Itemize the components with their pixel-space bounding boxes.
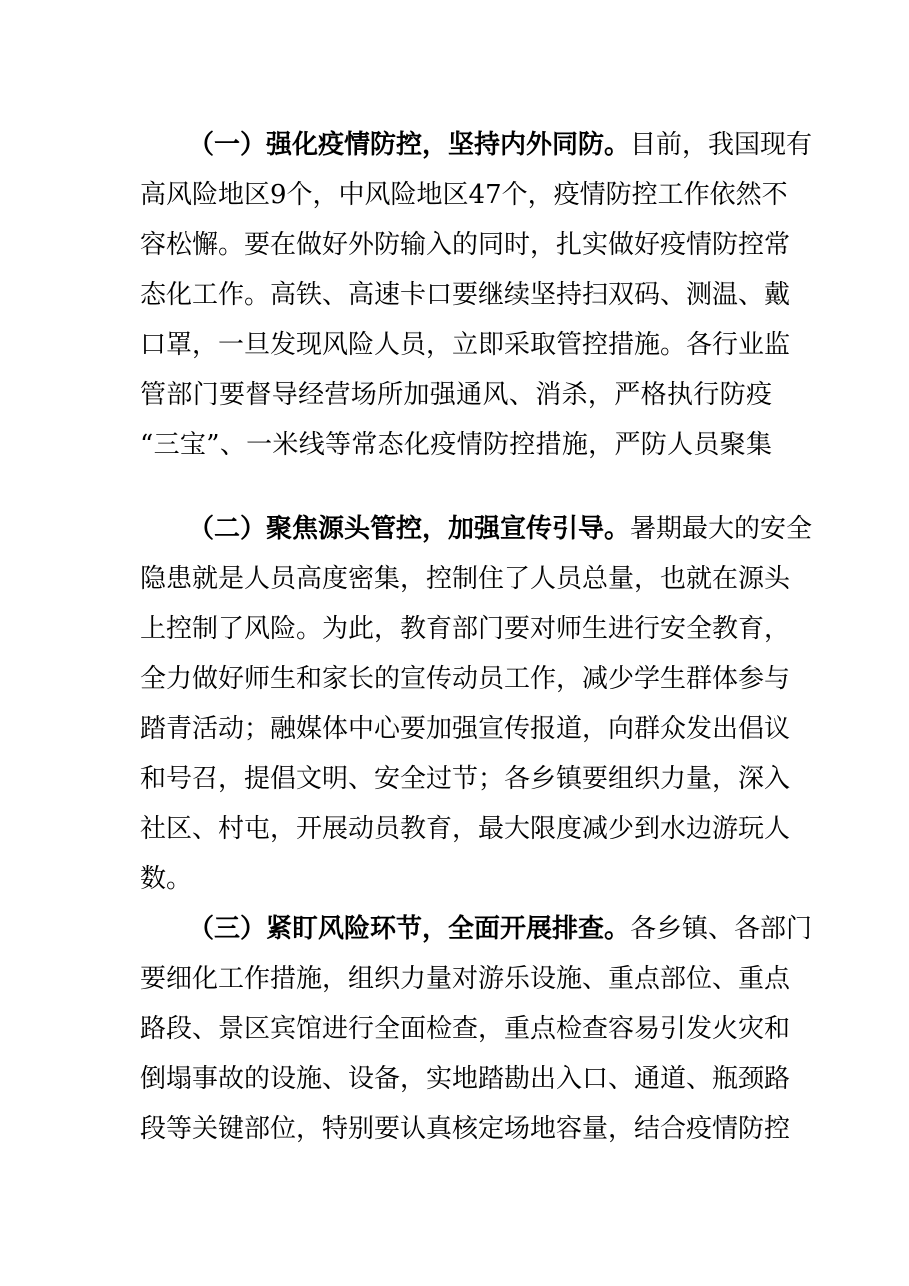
- paragraph-line: 容松懈。要在做好外防输入的同时，扎实做好疫情防控常: [140, 230, 791, 260]
- paragraph-line: 段等关键部位，特别要认真核定场地容量，结合疫情防控: [140, 1114, 791, 1144]
- section-heading: （三）紧盯风险环节，全面开展排查。: [188, 914, 631, 944]
- paragraph-text: 暑期最大的安全: [630, 514, 813, 544]
- paragraph-line: 高风险地区9个，中风险地区47个，疫情防控工作依然不: [140, 180, 788, 210]
- paragraph-text: 目前，我国现有: [630, 130, 813, 160]
- paragraph-line: 踏青活动；融媒体中心要加强宣传报道，向群众发出倡议: [140, 714, 791, 744]
- section-heading: （二）聚焦源头管控，加强宣传引导。: [188, 514, 631, 544]
- paragraph-line: [188, 128, 813, 162]
- paragraph-line: 社区、村屯，开展动员教育，最大限度减少到水边游玩人: [140, 814, 791, 844]
- paragraph-line: [188, 512, 813, 546]
- paragraph-line: 倒塌事故的设施、设备，实地踏勘出入口、通道、瓶颈路: [140, 1064, 791, 1094]
- paragraph-line: 口罩，一旦发现风险人员，立即采取管控措施。各行业监: [140, 330, 791, 360]
- paragraph-line: [188, 912, 813, 946]
- paragraph-line: 数。: [140, 864, 193, 894]
- paragraph-line: 和号召，提倡文明、安全过节；各乡镇要组织力量，深入: [140, 764, 791, 794]
- paragraph-line: 上控制了风险。为此，教育部门要对师生进行安全教育，: [140, 614, 791, 644]
- paragraph-line: 要细化工作措施，组织力量对游乐设施、重点部位、重点: [140, 964, 791, 994]
- section-heading: （一）强化疫情防控，坚持内外同防。: [188, 130, 631, 160]
- paragraph-text: 各乡镇、各部门: [630, 914, 813, 944]
- paragraph-line: “三宝”、一米线等常态化疫情防控措施，严防人员聚集: [140, 430, 772, 460]
- paragraph-line: 隐患就是人员高度密集，控制住了人员总量，也就在源头: [140, 564, 791, 594]
- paragraph-line: 态化工作。高铁、高速卡口要继续坚持扫双码、测温、戴: [140, 280, 791, 310]
- paragraph-line: 管部门要督导经营场所加强通风、消杀，严格执行防疫: [140, 380, 772, 410]
- paragraph-line: 全力做好师生和家长的宣传动员工作，减少学生群体参与: [140, 664, 791, 694]
- paragraph-line: 路段、景区宾馆进行全面检查，重点检查容易引发火灾和: [140, 1014, 791, 1044]
